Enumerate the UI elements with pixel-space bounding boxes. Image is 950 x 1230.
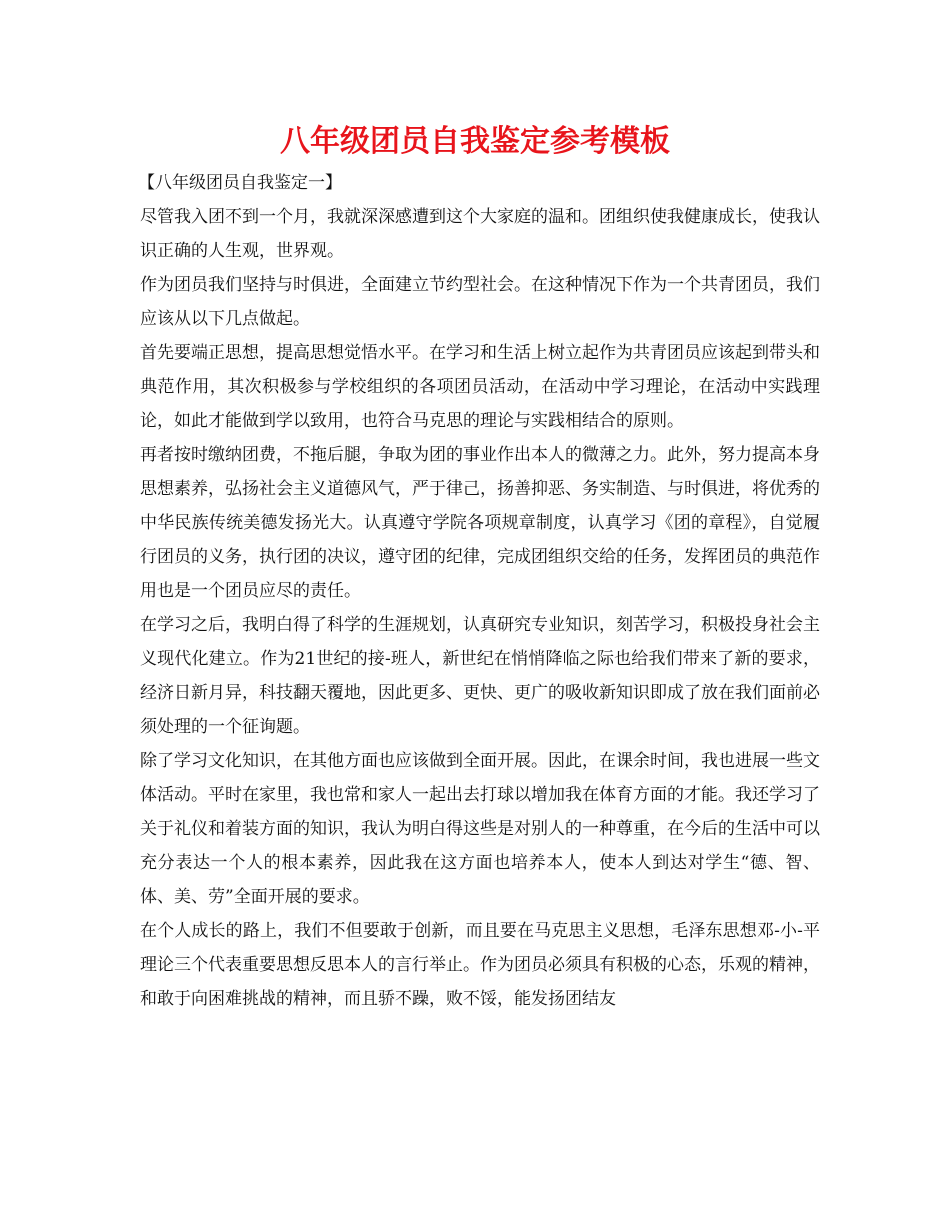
document-title: 八年级团员自我鉴定参考模板 (280, 124, 670, 159)
paragraph-6: 除了学习文化知识，在其他方面也应该做到全面开展。因此，在课余时间，我也进展一些文体活动。平时在家里，我也常和家人一起出去打球以增加我在体育方面的才能。我还学习了关于礼仪和着装方面的知识，我认为明白得这些是对别人的一种尊重，在今后的生活中可以充分表达一个人的根本素养，因此我在这方面也培养本人，使本人到达对学生“德、智、体、美、劳”全面开展的要求。 (140, 751, 820, 907)
paragraph-1: 尽管我入团不到一个月，我就深深感遭到这个大家庭的温和。团组织使我健康成长，使我认识正确的人生观，世界观。 (140, 207, 820, 261)
paragraph-4: 再者按时缴纳团费，不拖后腿，争取为团的事业作出本人的微薄之力。此外，努力提高本身思想素养，弘扬社会主义道德风气，严于律己，扬善抑恶、务实制造、与时俱进，将优秀的中华民族传统美德发扬光大。认真遵守学院各项规章制度，认真学习《团的章程》，自觉履行团员的义务，执行团的决议，遵守团的纪律，完成团组织交给的任务，发挥团员的典范作用也是一个团员应尽的责任。 (140, 445, 820, 601)
document-body (140, 166, 820, 1016)
section-heading: 【八年级团员自我鉴定一】 (138, 173, 342, 193)
paragraph-7: 在个人成长的路上，我们不但要敢于创新，而且要在马克思主义思想，毛泽东思想邓-小-平理论三个代表重要思想反思本人的言行举止。作为团员必须具有积极的心态，乐观的精神，和敢于向困难挑战的精神，而且骄不躁，败不馁，能发扬团结友 (140, 921, 820, 1009)
paragraph-3: 首先要端正思想，提高思想觉悟水平。在学习和生活上树立起作为共青团员应该起到带头和典范作用，其次积极参与学校组织的各项团员活动，在活动中学习理论，在活动中实践理论，如此才能做到学以致用，也符合马克思的理论与实践相结合的原则。 (140, 343, 820, 431)
paragraph-5: 在学习之后，我明白得了科学的生涯规划，认真研究专业知识，刻苦学习，积极投身社会主义现代化建立。作为21世纪的接-班人，新世纪在悄悄降临之际也给我们带来了新的要求，经济日新月异，科技翻天覆地，因此更多、更快、更广的吸收新知识即成了放在我们面前必须处理的一个征询题。 (140, 615, 820, 737)
paragraph-2: 作为团员我们坚持与时俱进，全面建立节约型社会。在这种情况下作为一个共青团员，我们应该从以下几点做起。 (140, 275, 820, 329)
